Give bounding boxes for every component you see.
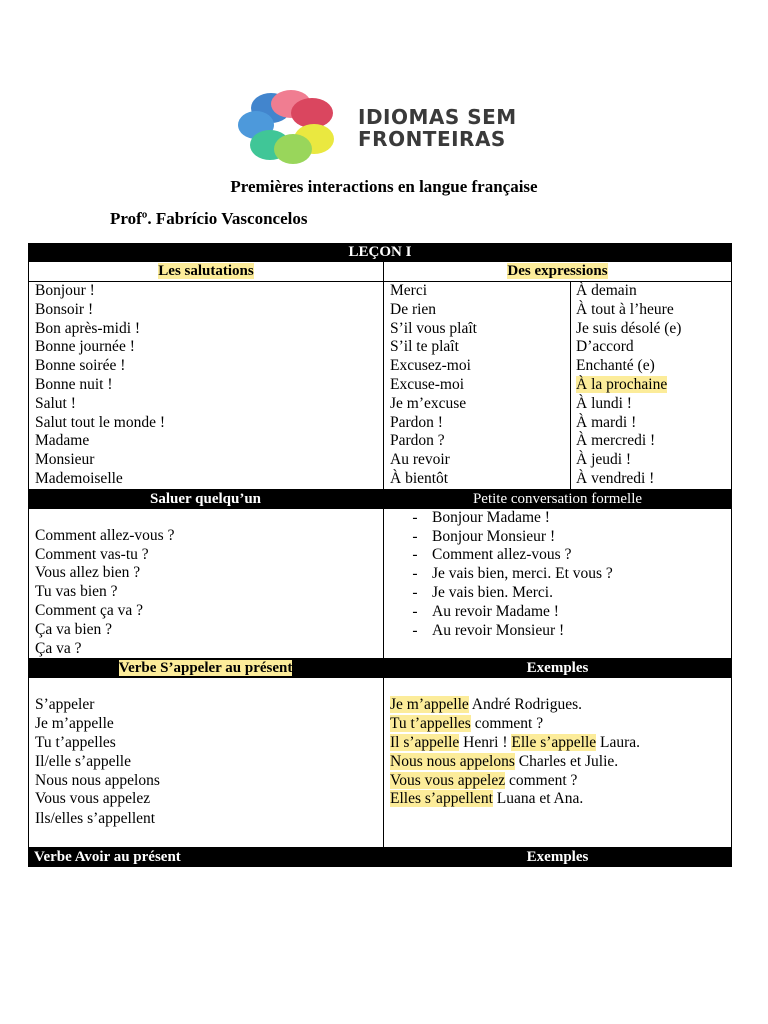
section-title: Exemples <box>526 660 589 677</box>
list-item: À mercredi ! <box>576 432 656 450</box>
list-item: Vous allez bien ? <box>35 564 141 582</box>
list-item: Vous vous appelez comment ? <box>390 771 578 789</box>
list-item: À bientôt <box>390 469 449 487</box>
list-item: Pardon ? <box>390 432 445 450</box>
list-item: - Au revoir Madame ! <box>412 602 559 620</box>
list-item: Il s’appelle Henri ! Elle s’appelle Laura. <box>390 733 641 751</box>
list-item: - Au revoir Monsieur ! <box>412 621 565 639</box>
list-item: À vendredi ! <box>576 469 655 487</box>
expressions-list-2 <box>571 282 731 489</box>
list-item: Je suis désolé (e) <box>576 319 682 337</box>
list-item: À jeudi ! <box>576 451 632 469</box>
list-item: Tu t’appelles <box>35 733 116 751</box>
section-greetings-header <box>28 490 732 509</box>
list-item: Vous vous appelez <box>35 790 151 808</box>
list-item: Comment ça va ? <box>35 601 144 619</box>
conversation-list <box>384 509 731 659</box>
list-item: Au revoir <box>390 451 450 469</box>
brand-name <box>358 106 517 150</box>
greetings-block <box>28 509 732 660</box>
greetings-list <box>29 509 384 659</box>
list-item: Pardon ! <box>390 413 443 431</box>
examples-list <box>384 678 731 847</box>
list-item: Bonne soirée ! <box>35 357 126 375</box>
list-item: Ça va bien ? <box>35 620 113 638</box>
list-item: Nous nous appelons <box>35 771 160 789</box>
list-item: Bonjour ! <box>35 282 95 299</box>
list-item: Excusez-moi <box>390 357 471 375</box>
list-item: Tu t’appelles comment ? <box>390 715 544 733</box>
list-item: Bonsoir ! <box>35 300 94 318</box>
brand-line1: IDIOMAS SEM <box>358 105 517 129</box>
list-item: Bonne nuit ! <box>35 375 113 393</box>
section-title: Exemples <box>526 849 589 866</box>
professor-name: Profº. Fabrício Vasconcelos <box>110 209 308 228</box>
expressions-list-1 <box>384 282 571 489</box>
list-item: Monsieur <box>35 451 95 469</box>
list-item: Mademoiselle <box>35 469 123 487</box>
vocab-block <box>28 282 732 490</box>
section-title: Verbe S’appeler au présent <box>118 660 293 677</box>
list-item: S’il vous plaît <box>390 319 477 337</box>
page-title: Premières interactions en langue française <box>230 177 538 196</box>
list-item: Je m’appelle André Rodrigues. <box>390 696 582 714</box>
list-item: À tout à l’heure <box>576 300 674 318</box>
list-item: Madame <box>35 432 90 450</box>
expressions-header: Des expressions <box>507 263 608 279</box>
section-title: Verbe Avoir au présent <box>34 849 181 866</box>
list-item: Je m’excuse <box>390 394 467 412</box>
list-item: - Comment allez-vous ? <box>412 546 572 564</box>
salutations-header: Les salutations <box>158 263 254 279</box>
list-item: - Bonjour Madame ! <box>412 508 550 526</box>
salutations-list <box>29 282 384 489</box>
section-title: Saluer quelqu’un <box>149 490 262 507</box>
column-headers <box>28 262 732 282</box>
list-item: Nous nous appelons Charles et Julie. <box>390 752 619 770</box>
list-item: Bonne journée ! <box>35 338 135 356</box>
lesson-title: LEÇON I <box>348 244 412 260</box>
list-item: Salut ! <box>35 394 76 412</box>
list-item: Excuse-moi <box>390 375 465 393</box>
list-item: Tu vas bien ? <box>35 583 118 601</box>
section-title: Petite conversation formelle <box>472 490 643 507</box>
section-avoir-header <box>28 848 732 867</box>
list-item: De rien <box>390 300 437 318</box>
list-item: À la prochaine <box>576 375 668 393</box>
list-item: Il/elle s’appelle <box>35 752 131 770</box>
list-item: Ils/elles s’appellent <box>35 810 156 828</box>
list-item: S’il te plaît <box>390 338 459 356</box>
list-item: Bon après-midi ! <box>35 319 141 337</box>
list-item: - Je vais bien, merci. Et vous ? <box>412 565 613 583</box>
list-item: Je m’appelle <box>35 715 114 733</box>
conjugation-block <box>28 678 732 848</box>
list-item: - Bonjour Monsieur ! <box>412 527 556 545</box>
list-item: Enchanté (e) <box>576 357 655 375</box>
list-item: Comment allez-vous ? <box>35 526 175 544</box>
list-item: À demain <box>576 282 637 299</box>
brand-line2: FRONTEIRAS <box>358 127 506 151</box>
list-item: Salut tout le monde ! <box>35 413 166 431</box>
list-item: Ça va ? <box>35 639 82 657</box>
list-item: À lundi ! <box>576 394 632 412</box>
lesson-header <box>28 243 732 262</box>
list-item: Elles s’appellent Luana et Ana. <box>390 790 584 808</box>
list-item: Comment vas-tu ? <box>35 545 149 563</box>
list-item: D’accord <box>576 338 634 356</box>
list-item: - Je vais bien. Merci. <box>412 583 553 601</box>
list-item: À mardi ! <box>576 413 637 431</box>
conjugation-list <box>29 678 384 847</box>
section-sappeler-header <box>28 659 732 678</box>
lesson-table <box>28 243 732 867</box>
list-item: S’appeler <box>35 696 95 714</box>
list-item: Merci <box>390 282 428 299</box>
